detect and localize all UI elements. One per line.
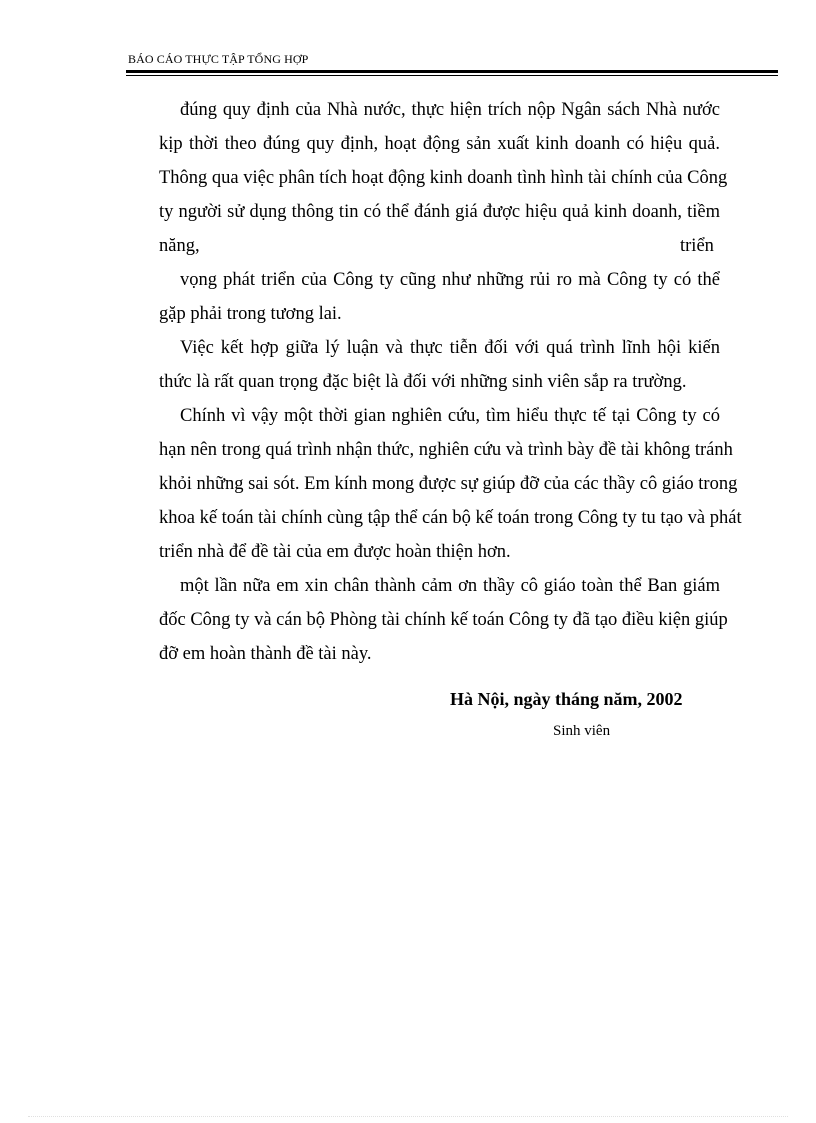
body-line: triển bbox=[680, 236, 714, 256]
body-line: triển nhà để đề tài của em được hoàn thiện hơn. bbox=[159, 542, 511, 562]
body-line: gặp phải trong tương lai. bbox=[159, 304, 342, 324]
body-line: một lần nữa em xin chân thành cảm ơn thầy cô giáo toàn thể Ban giám bbox=[180, 576, 720, 596]
body-line: hạn nên trong quá trình nhận thức, nghiên cứu và trình bày đề tài không tránh bbox=[159, 440, 733, 460]
body-line: thức là rất quan trọng đặc biệt là đối với những sinh viên sắp ra trường. bbox=[159, 372, 687, 392]
body-line: Chính vì vậy một thời gian nghiên cứu, tìm hiểu thực tế tại Công ty có bbox=[180, 406, 720, 426]
body-line: đốc Công ty và cán bộ Phòng tài chính kế toán Công ty đã tạo điều kiện giúp bbox=[159, 610, 728, 630]
body-line: Thông qua việc phân tích hoạt động kinh doanh tình hình tài chính của Công bbox=[159, 168, 728, 188]
body-line: khoa kế toán tài chính cùng tập thể cán bộ kế toán trong Công ty tu tạo và phát bbox=[159, 508, 742, 528]
body-line: đỡ em hoàn thành đề tài này. bbox=[159, 644, 372, 664]
signature-date: Hà Nội, ngày tháng năm, 2002 bbox=[450, 689, 683, 709]
signature-role: Sinh viên bbox=[553, 723, 611, 739]
body-line: năng, bbox=[159, 236, 200, 256]
header-rule-thin bbox=[126, 75, 778, 76]
page-bottom-divider bbox=[28, 1116, 788, 1117]
body-line: kịp thời theo đúng quy định, hoạt động sản xuất kinh doanh có hiệu quả. bbox=[159, 134, 720, 154]
body-line: đúng quy định của Nhà nước, thực hiện trích nộp Ngân sách Nhà nước bbox=[180, 100, 720, 120]
body-line: vọng phát triển của Công ty cũng như những rủi ro mà Công ty có thể bbox=[180, 270, 720, 290]
body-line: Việc kết hợp giữa lý luận và thực tiễn đối với quá trình lĩnh hội kiến bbox=[180, 338, 720, 358]
body-line: ty người sử dụng thông tin có thể đánh giá được hiệu quả kinh doanh, tiềm bbox=[159, 202, 720, 222]
body-line: khỏi những sai sót. Em kính mong được sự giúp đỡ của các thầy cô giáo trong bbox=[159, 474, 738, 494]
page-header-title: BÁO CÁO THỰC TẬP TỔNG HỢP bbox=[128, 52, 309, 66]
header-rule-thick bbox=[126, 70, 778, 73]
